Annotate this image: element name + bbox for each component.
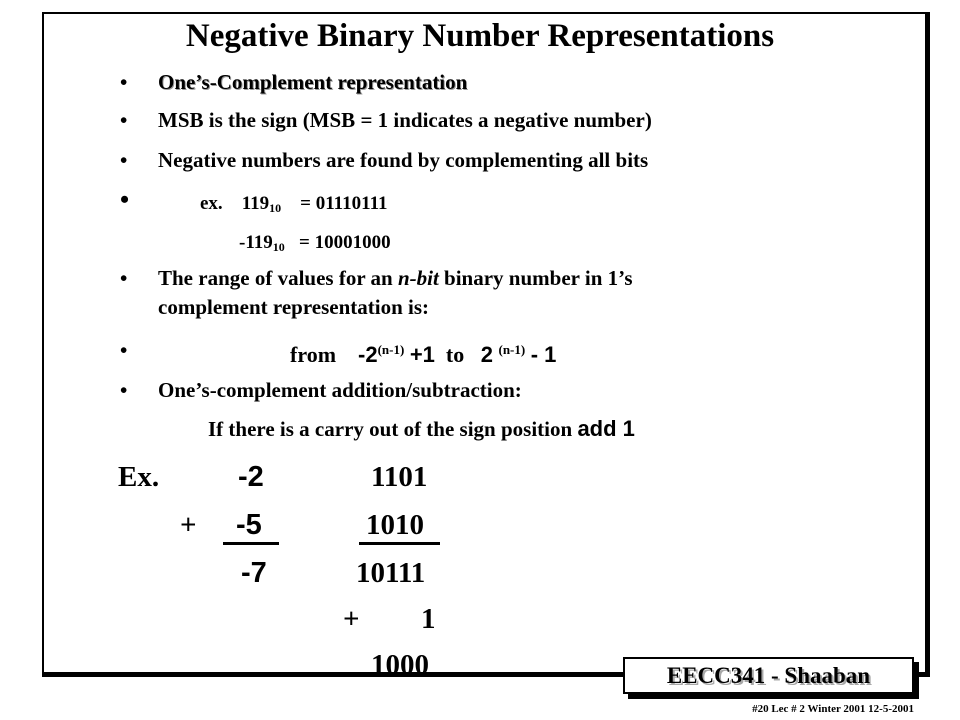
example-heading: Ex. — [118, 461, 160, 493]
example-decimal: -119 — [239, 232, 273, 253]
bullet-dot: • — [120, 266, 128, 290]
example-add-one: 1 — [421, 603, 436, 635]
bullet-range — [158, 265, 633, 291]
bullet-dot: • — [120, 70, 128, 94]
example-binary: = 10001000 — [299, 232, 391, 253]
bullet-ones-complement: One’s-Complement representation — [158, 70, 468, 94]
to-base: 2 — [480, 342, 493, 367]
carry-note — [208, 416, 635, 442]
example-row2-decimal: -5 — [236, 509, 262, 541]
from-to: to — [445, 342, 465, 367]
example-base: 10 — [269, 201, 282, 215]
bullet-addition: One’s-complement addition/subtraction: — [158, 378, 522, 402]
bullet-dot: • — [120, 108, 128, 132]
to-minus: - 1 — [530, 342, 557, 367]
to-exponent: (n-1) — [498, 342, 526, 357]
example-sum-binary: 10111 — [356, 557, 426, 589]
example-binary: = 01110111 — [300, 193, 388, 214]
bullet-msb-sign: MSB is the sign (MSB = 1 indicates a negative number) — [158, 108, 652, 132]
range-text: binary number in 1’s — [438, 266, 633, 290]
example-plus-sign: + — [180, 509, 197, 541]
course-badge: EECC341 - Shaaban — [623, 657, 914, 694]
example-label: ex. — [200, 193, 223, 214]
example-base: 10 — [272, 240, 285, 254]
example-row2-binary: 1010 — [366, 509, 424, 541]
from-plus: +1 — [409, 342, 435, 367]
example-row1-decimal: -2 — [238, 461, 264, 493]
example-sum-decimal: -7 — [241, 557, 267, 589]
slide-title: Negative Binary Number Representations — [185, 18, 775, 54]
example-decimal: 119 — [241, 193, 270, 214]
bullet-range-line2: complement representation is: — [158, 295, 430, 319]
bullet-dot: • — [120, 338, 128, 362]
bullet-dot: • — [120, 378, 128, 402]
carry-text: If there is a carry out of the sign position — [208, 417, 573, 441]
bullet-dot: • — [120, 185, 130, 214]
example-line-positive — [200, 191, 388, 221]
carry-add: add 1 — [577, 416, 635, 441]
bullet-negative-numbers: Negative numbers are found by complementing all bits — [158, 148, 649, 172]
example-result: 1000 — [371, 649, 429, 681]
example-row1-binary: 1101 — [371, 461, 428, 493]
bullet-dot: • — [120, 148, 128, 172]
from-label: from — [290, 342, 337, 367]
range-nbit: n-bit — [397, 266, 439, 290]
from-exponent: (n-1) — [377, 342, 405, 357]
range-formula — [290, 337, 556, 368]
example-line-negative — [239, 230, 391, 260]
sum-rule-decimal — [223, 542, 279, 545]
example-add-plus: + — [343, 603, 360, 635]
range-text: The range of values for an — [158, 266, 398, 290]
sum-rule-binary — [359, 542, 440, 545]
slide-footnote: #20 Lec # 2 Winter 2001 12-5-2001 — [752, 703, 914, 715]
from-base: -2 — [358, 342, 378, 367]
